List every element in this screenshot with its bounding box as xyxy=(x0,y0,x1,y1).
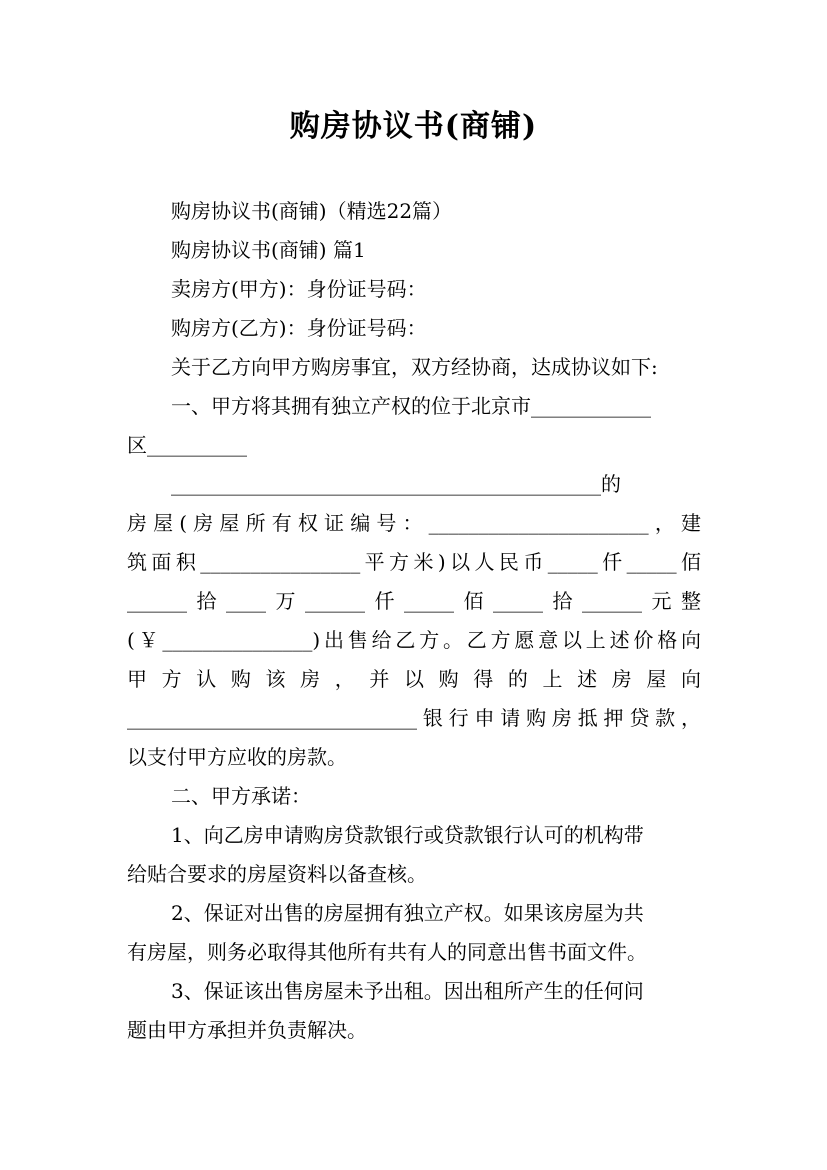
item-1-line-2: 给贴合要求的房屋资料以备查核。 xyxy=(127,862,427,886)
clause-1-line-2: 区__________ xyxy=(127,433,247,457)
item-3-line-1: 3、保证该出售房屋未予出租。因出租所产生的任何问 xyxy=(171,979,644,1003)
seller-line: 卖房方(甲方)：身份证号码： xyxy=(171,277,427,301)
item-2-line-1: 2、保证对出售的房屋拥有独立产权。如果该房屋为共 xyxy=(171,901,644,925)
clause-1-line-4: 房屋(房屋所有权证编号：______________________，建 xyxy=(127,511,701,535)
buyer-line: 购房方(乙方)：身份证号码： xyxy=(171,316,427,340)
item-2-line-2: 有房屋，则务必取得其他所有共有人的同意出售书面文件。 xyxy=(127,940,647,964)
clause-1-line-5: 筑面积________________平方米)以人民币_____仟_____佰 xyxy=(127,550,701,574)
clause-1-line-10: 以支付甲方应收的房款。 xyxy=(127,745,347,769)
item-3-line-2: 题由甲方承担并负责解决。 xyxy=(127,1018,367,1042)
document-title: 购房协议书(商铺) xyxy=(289,109,538,144)
section-2-heading: 二、甲方承诺： xyxy=(171,784,311,808)
clause-1-line-1: 一、甲方将其拥有独立产权的位于北京市____________ xyxy=(171,394,651,418)
subtitle-line: 购房协议书(商铺)（精选22篇） xyxy=(171,199,453,223)
clause-1-line-7: (￥_______________)出售给乙方。乙方愿意以上述价格向 xyxy=(127,628,701,652)
clause-1-line-3: ___________________________________________的 xyxy=(171,472,621,496)
clause-1-line-6: ______拾____万______仟_____佰_____拾______元整 xyxy=(127,589,701,613)
clause-1-line-8: 甲 方 认 购 该 房 ， 并 以 购 得 的 上 述 房 屋 向 xyxy=(127,667,701,691)
item-1-line-1: 1、向乙房申请购房贷款银行或贷款银行认可的机构带 xyxy=(171,823,644,847)
clause-1-line-9: _____________________________银行申请购房抵押贷款， xyxy=(127,706,701,730)
intro-line: 关于乙方向甲方购房事宜，双方经协商，达成协议如下: xyxy=(171,355,658,379)
chapter-heading: 购房协议书(商铺) 篇1 xyxy=(171,238,366,262)
